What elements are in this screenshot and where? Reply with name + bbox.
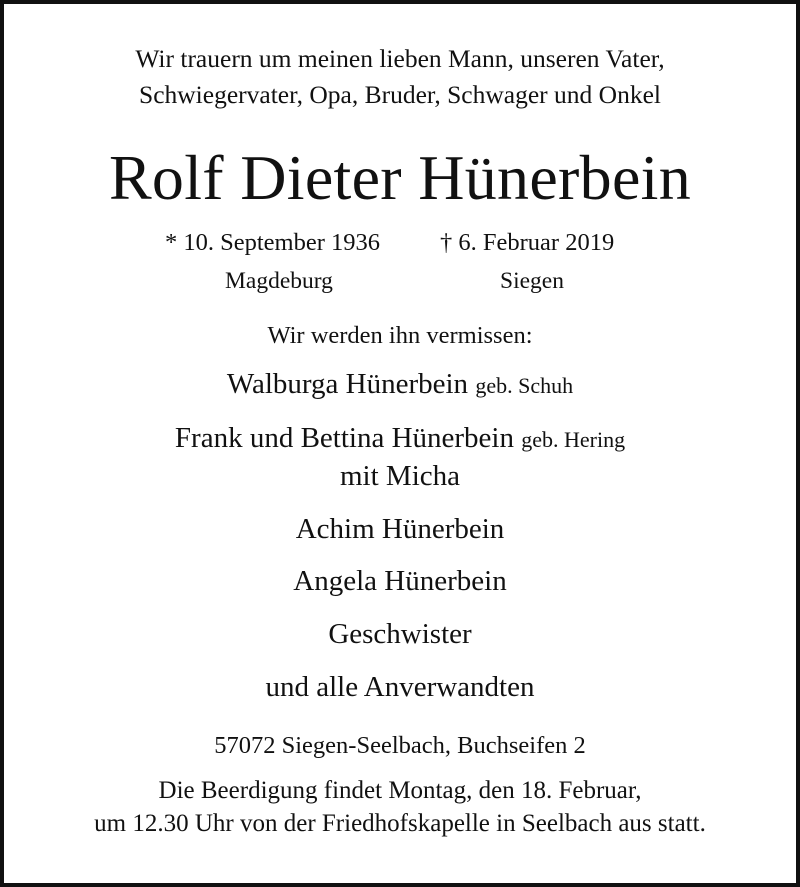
mourners-intro: Wir werden ihn vermissen: bbox=[267, 322, 533, 349]
mourner-line: Achim Hünerbein bbox=[295, 513, 505, 545]
birth-date: * 10. September 1936 bbox=[165, 229, 381, 256]
intro-line-2: Schwiegervater, Opa, Bruder, Schwager und Onkel bbox=[139, 80, 661, 109]
deceased-name: Rolf Dieter Hünerbein bbox=[108, 142, 692, 213]
mourner-suffix: geb. Hering bbox=[521, 427, 626, 452]
death-date: † 6. Februar 2019 bbox=[440, 229, 615, 256]
mourner-line: und alle Anverwandten bbox=[265, 671, 535, 703]
intro-line-1: Wir trauern um meinen lieben Mann, unseren Vater, bbox=[135, 44, 665, 73]
mourner-name: Walburga Hünerbein bbox=[226, 368, 469, 400]
mourner-line: Geschwister bbox=[328, 618, 472, 650]
mourner-line bbox=[0, 424, 800, 453]
mourner-line: Angela Hünerbein bbox=[293, 565, 507, 597]
birth-place: Magdeburg bbox=[225, 268, 333, 294]
funeral-line-1: Die Beerdigung findet Montag, den 18. Februar, bbox=[158, 777, 642, 804]
funeral-line-2: um 12.30 Uhr von der Friedhofskapelle in Seelbach aus statt. bbox=[94, 810, 706, 837]
address: 57072 Siegen-Seelbach, Buchseifen 2 bbox=[214, 732, 586, 759]
mourner-line-continued: mit Micha bbox=[339, 460, 460, 492]
mourner-name: Frank und Bettina Hünerbein bbox=[174, 422, 514, 454]
death-place: Siegen bbox=[500, 268, 564, 294]
mourner-line bbox=[0, 370, 800, 399]
mourner-suffix: geb. Schuh bbox=[475, 373, 574, 398]
